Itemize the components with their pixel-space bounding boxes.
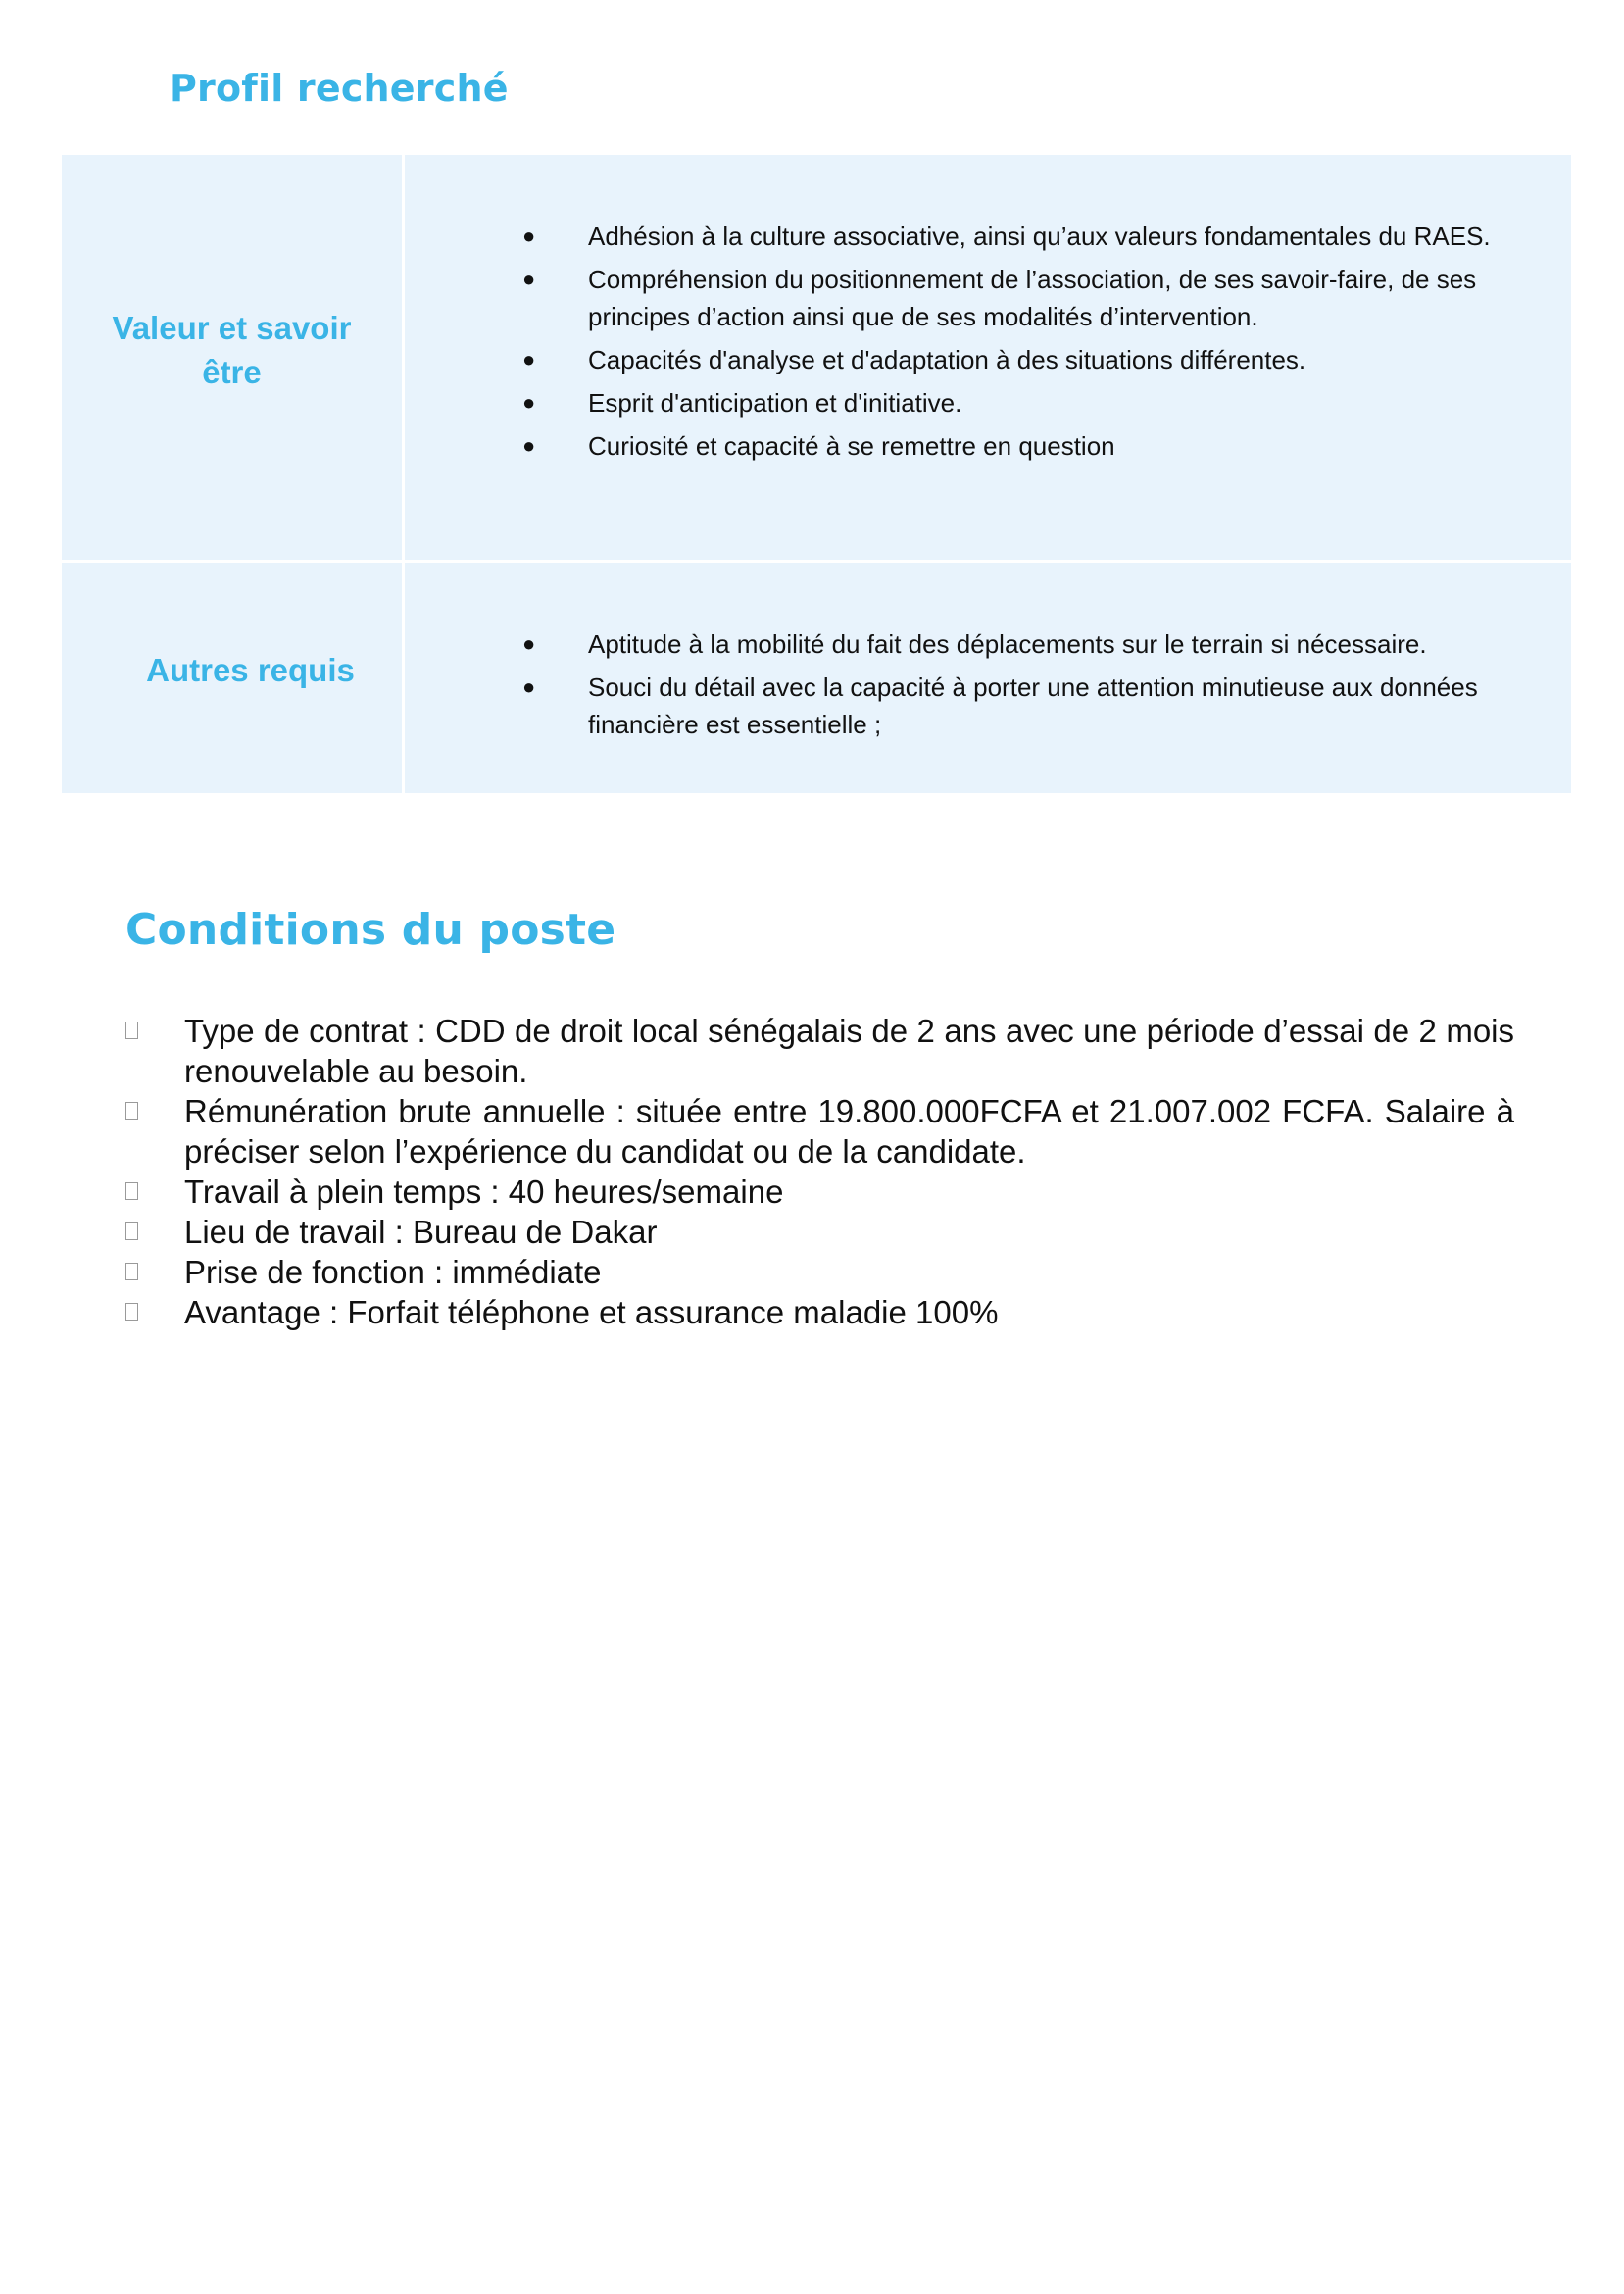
bullet-icon: ●	[522, 433, 536, 458]
checkbox-bullet-icon	[125, 1102, 138, 1120]
list-item-text: Capacités d'analyse et d'adaptation à des situations différentes.	[588, 345, 1306, 374]
list-item-text: Curiosité et capacité à se remettre en question	[588, 431, 1115, 461]
bullet-icon: ●	[522, 390, 536, 415]
conditions-list	[125, 1011, 1517, 1332]
list-item	[405, 261, 1561, 335]
list-item	[405, 384, 1561, 422]
list-item	[405, 341, 1561, 378]
list-item-text: Travail à plein temps : 40 heures/semaine	[184, 1173, 784, 1210]
valeur-savoir-etre-label: Valeur et savoir être	[112, 309, 352, 390]
checkbox-bullet-icon	[125, 1222, 138, 1240]
list-item-text: Compréhension du positionnement de l’association, de ses savoir-faire, de ses principes d’action ainsi que de ses modalités d’intervention.	[588, 265, 1477, 331]
valeur-bullet-list	[405, 218, 1561, 471]
bullet-icon: ●	[522, 267, 536, 291]
list-item-text: Prise de fonction : immédiate	[184, 1254, 602, 1290]
list-item	[125, 1011, 1517, 1091]
list-item-text: Avantage : Forfait téléphone et assurance maladie 100%	[184, 1294, 999, 1330]
conditions-du-poste-heading: Conditions du poste	[125, 905, 616, 955]
list-item	[125, 1172, 1517, 1212]
profile-label-cell	[62, 563, 405, 793]
profile-row-autres	[62, 560, 1571, 793]
profile-row-valeur	[62, 155, 1571, 560]
list-item-text: Esprit d'anticipation et d'initiative.	[588, 388, 962, 418]
list-item	[405, 625, 1561, 663]
checkbox-bullet-icon	[125, 1182, 138, 1200]
checkbox-bullet-icon	[125, 1022, 138, 1039]
list-item	[405, 218, 1561, 255]
list-item	[405, 427, 1561, 465]
list-item-text: Type de contrat : CDD de droit local sénégalais de 2 ans avec une période d’essai de 2 mois renouvelable au besoin.	[184, 1013, 1514, 1089]
bullet-icon: ●	[522, 631, 536, 656]
bullet-icon: ●	[522, 674, 536, 699]
list-item	[125, 1252, 1517, 1292]
list-item-text: Souci du détail avec la capacité à porter une attention minutieuse aux données financière est essentielle ;	[588, 673, 1478, 739]
autres-requis-label: Autres requis	[146, 652, 355, 688]
list-item	[125, 1212, 1517, 1252]
bullet-icon: ●	[522, 347, 536, 372]
list-item	[405, 669, 1561, 743]
profile-content-cell	[405, 155, 1571, 560]
profile-label-cell	[62, 155, 405, 560]
checkbox-bullet-icon	[125, 1303, 138, 1321]
list-item-text: Adhésion à la culture associative, ainsi qu’aux valeurs fondamentales du RAES.	[588, 222, 1491, 251]
list-item-text: Rémunération brute annuelle : située entre 19.800.000FCFA et 21.007.002 FCFA. Salaire à préciser selon l’expérience du candidat ou de la candidate.	[184, 1093, 1514, 1170]
autres-bullet-list	[405, 625, 1561, 749]
profile-content-cell	[405, 563, 1571, 793]
profile-table	[62, 155, 1571, 793]
bullet-icon: ●	[522, 224, 536, 248]
list-item	[125, 1292, 1517, 1332]
list-item-text: Aptitude à la mobilité du fait des déplacements sur le terrain si nécessaire.	[588, 629, 1427, 659]
list-item-text: Lieu de travail : Bureau de Dakar	[184, 1214, 658, 1250]
list-item	[125, 1091, 1517, 1172]
checkbox-bullet-icon	[125, 1263, 138, 1280]
profil-recherche-heading: Profil recherché	[170, 67, 509, 110]
